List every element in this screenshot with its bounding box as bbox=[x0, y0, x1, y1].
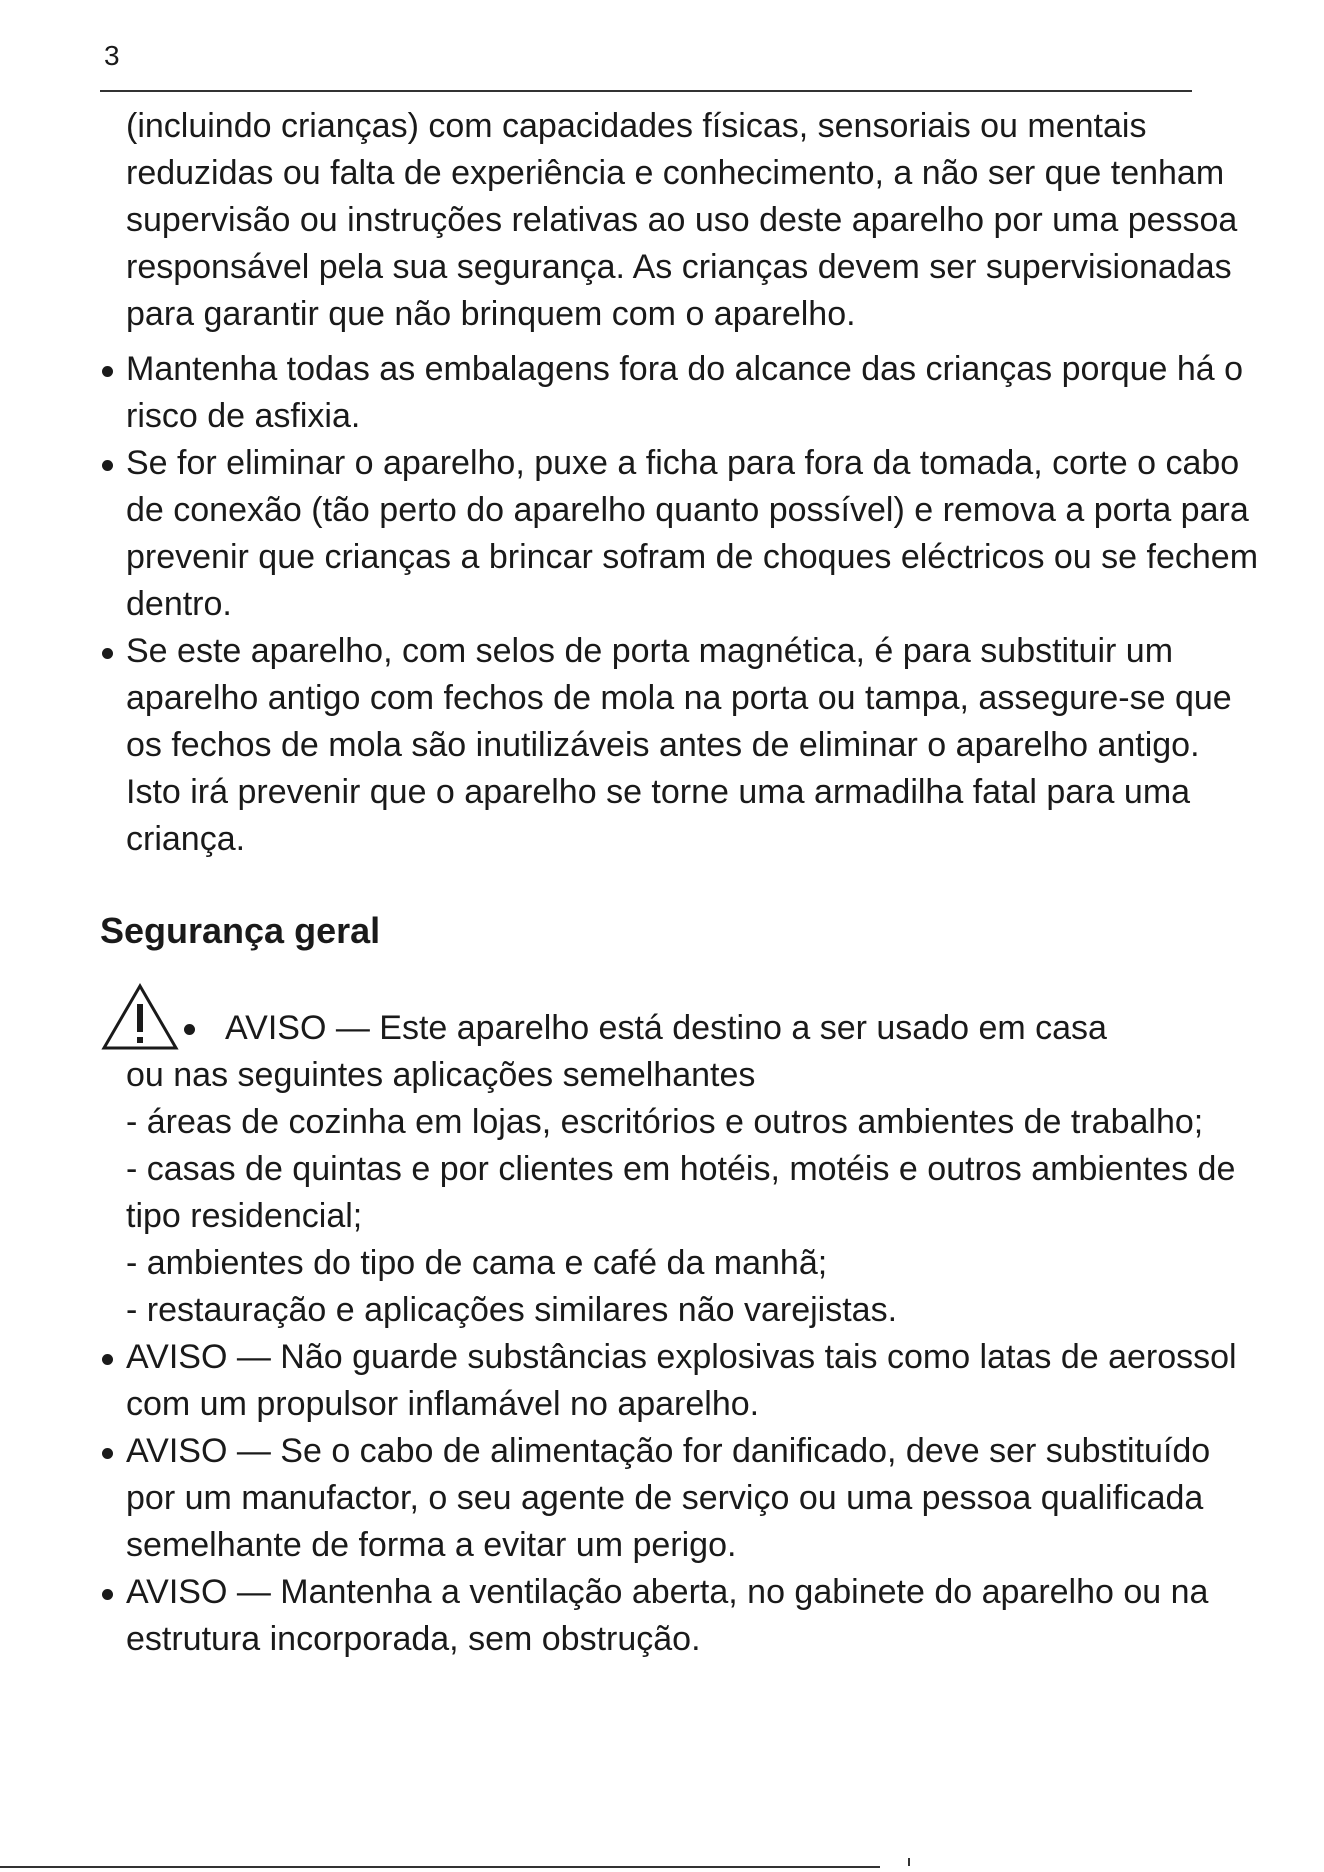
application-list-item: - restauração e aplicações similares não varejistas. bbox=[126, 1291, 898, 1329]
warning-rest-text: ou nas seguintes aplicações semelhantes bbox=[126, 1056, 756, 1094]
bullet-disposal: Se for eliminar o aparelho, puxe a ficha para fora da tomada, corte o cabo de conexão (tão perto do aparelho quanto possível) e remova a porta para prevenir que crianças a brincar sofram de choques eléctricos ou se fechem dentro. bbox=[100, 440, 1260, 628]
section-heading: Segurança geral bbox=[100, 910, 381, 951]
warning-triangle-icon bbox=[100, 982, 180, 1052]
application-list-item: - casas de quintas e por clientes em hotéis, motéis e outros ambientes de tipo residencial; bbox=[126, 1150, 1236, 1235]
document-body bbox=[100, 103, 1260, 1663]
warning-household-use bbox=[100, 982, 1260, 1334]
footer-rule bbox=[0, 1866, 880, 1868]
page-number: 3 bbox=[104, 40, 120, 71]
bullet-explosives: AVISO — Não guarde substâncias explosivas tais como latas de aerossol com um propulsor inflamável no aparelho. bbox=[100, 1334, 1260, 1428]
application-list-item: - ambientes do tipo de cama e café da manhã; bbox=[126, 1244, 828, 1282]
application-list-item: - áreas de cozinha em lojas, escritórios e outros ambientes de trabalho; bbox=[126, 1103, 1204, 1141]
footer-mark bbox=[908, 1858, 910, 1866]
bullet-replacement: Se este aparelho, com selos de porta magnética, é para substituir um aparelho antigo com fechos de mola na porta ou tampa, assegure-se que os fechos de mola são inutilizáveis antes de eliminar o aparelho antigo. Isto irá prevenir que o aparelho se torne uma armadilha fatal para uma criança. bbox=[100, 628, 1260, 863]
bullet-dot bbox=[184, 1024, 195, 1035]
header-rule bbox=[100, 90, 1192, 92]
intro-paragraph: (incluindo crianças) com capacidades físicas, sensoriais ou mentais reduzidas ou falta de experiência e conhecimento, a não ser que tenham supervisão ou instruções relativas ao uso deste aparelho por uma pessoa responsável pela sua segurança. As crianças devem ser supervisionadas para garantir que não brinquem com o aparelho. bbox=[126, 107, 1238, 333]
bullet-packaging: Mantenha todas as embalagens fora do alcance das crianças porque há o risco de asfixia. bbox=[100, 346, 1260, 440]
warning-lead-text: AVISO — Este aparelho está destino a ser usado em casa bbox=[225, 1009, 1107, 1047]
bullet-power-cable: AVISO — Se o cabo de alimentação for danificado, deve ser substituído por um manufactor, o seu agente de serviço ou uma pessoa qualificada semelhante de forma a evitar um perigo. bbox=[100, 1428, 1260, 1569]
bullet-ventilation: AVISO — Mantenha a ventilação aberta, no gabinete do aparelho ou na estrutura incorporada, sem obstrução. bbox=[100, 1569, 1260, 1663]
